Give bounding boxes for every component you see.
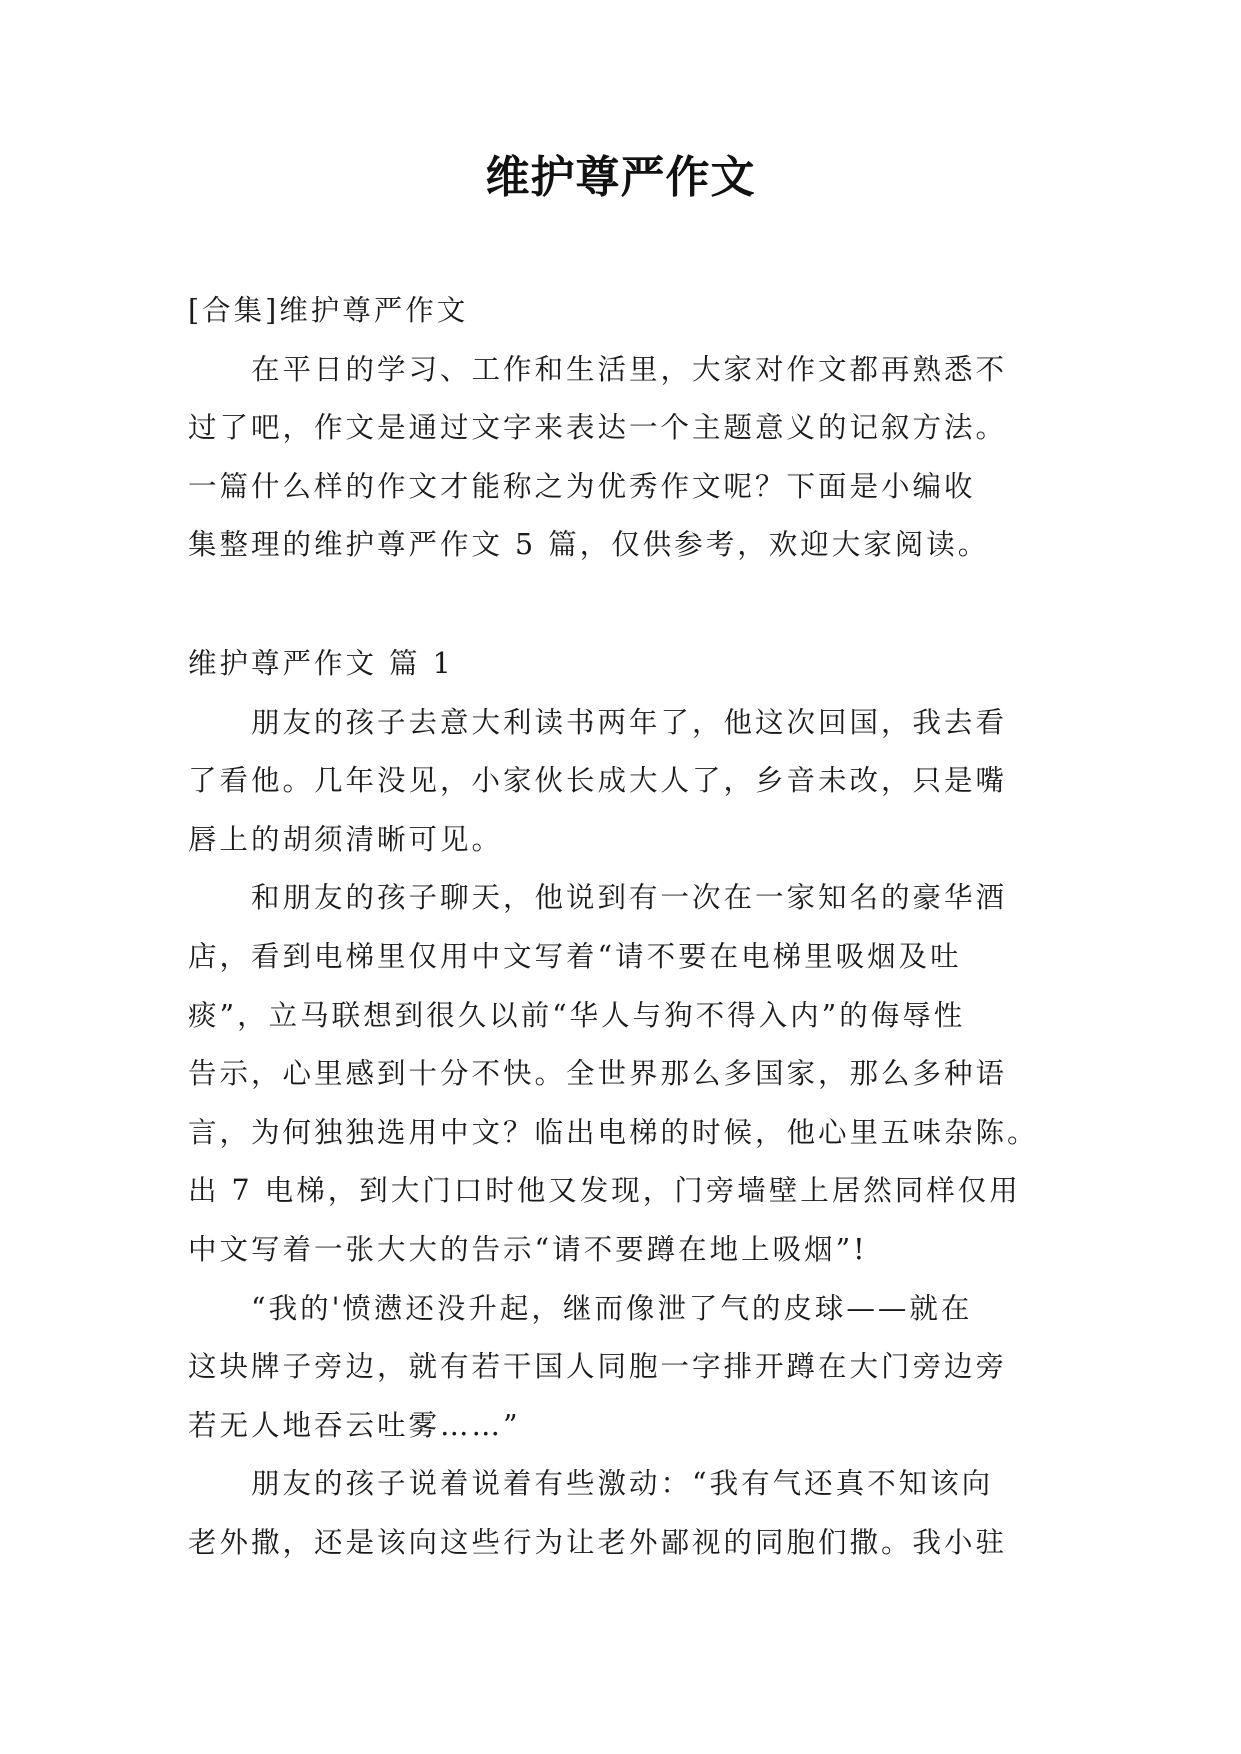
body-line: 朋友的孩子说着说着有些激动：“我有气还真不知该向 (188, 1467, 994, 1501)
body-line: 唇上的胡须清晰可见。 (188, 822, 504, 856)
body-line: 店，看到电梯里仅用中文写着“请不要在电梯里吸烟及吐 (188, 939, 962, 973)
body-line: 告示，心里感到十分不快。全世界那么多国家，那么多种语 (188, 1057, 1008, 1091)
intro-line: 过了吧，作文是通过文字来表达一个主题意义的记叙方法。 (188, 411, 1008, 445)
section-spacer (188, 575, 1054, 635)
body-line: “我的'愤懑还没升起，继而像泄了气的皮球——就在 (188, 1291, 973, 1325)
document-subtitle: [合集]维护尊严作文 (188, 294, 469, 327)
body-line: 朋友的孩子去意大利读书两年了，他这次回国，我去看 (188, 705, 1008, 739)
body-line: 若无人地吞云吐雾……” (188, 1408, 521, 1442)
document-title: 维护尊严作文 (485, 152, 756, 203)
body-line: 了看他。几年没见，小家伙长成大人了，乡音未改，只是嘴 (188, 764, 1008, 798)
body-line: 老外撒，还是该向这些行为让老外鄙视的同胞们撒。我小驻 (188, 1525, 1008, 1559)
section-heading: 维护尊严作文 篇 1 (188, 646, 454, 680)
body-line: 痰”，立马联想到很久以前“华人与狗不得入内”的侮辱性 (188, 998, 966, 1032)
intro-line: 在平日的学习、工作和生活里，大家对作文都再熟悉不 (188, 352, 1008, 386)
document-body (188, 282, 1054, 1572)
section-body (188, 694, 1054, 1573)
intro-line: 集整理的维护尊严作文 5 篇，仅供参考，欢迎大家阅读。 (188, 528, 990, 562)
body-line: 这块牌子旁边，就有若干国人同胞一字排开蹲在大门旁边旁 (188, 1350, 1008, 1384)
body-line: 和朋友的孩子聊天，他说到有一次在一家知名的豪华酒 (188, 881, 1008, 915)
body-line: 言，为何独独选用中文？临出电梯的时候，他心里五味杂陈。 (188, 1115, 1039, 1149)
body-line: 中文写着一张大大的告示“请不要蹲在地上吸烟”! (188, 1232, 868, 1266)
intro-paragraph (188, 341, 1054, 575)
body-line: 出 7 电梯，到大门口时他又发现，门旁墙壁上居然同样仅用 (188, 1174, 1021, 1208)
intro-line: 一篇什么样的作文才能称之为优秀作文呢？下面是小编收 (188, 469, 976, 503)
